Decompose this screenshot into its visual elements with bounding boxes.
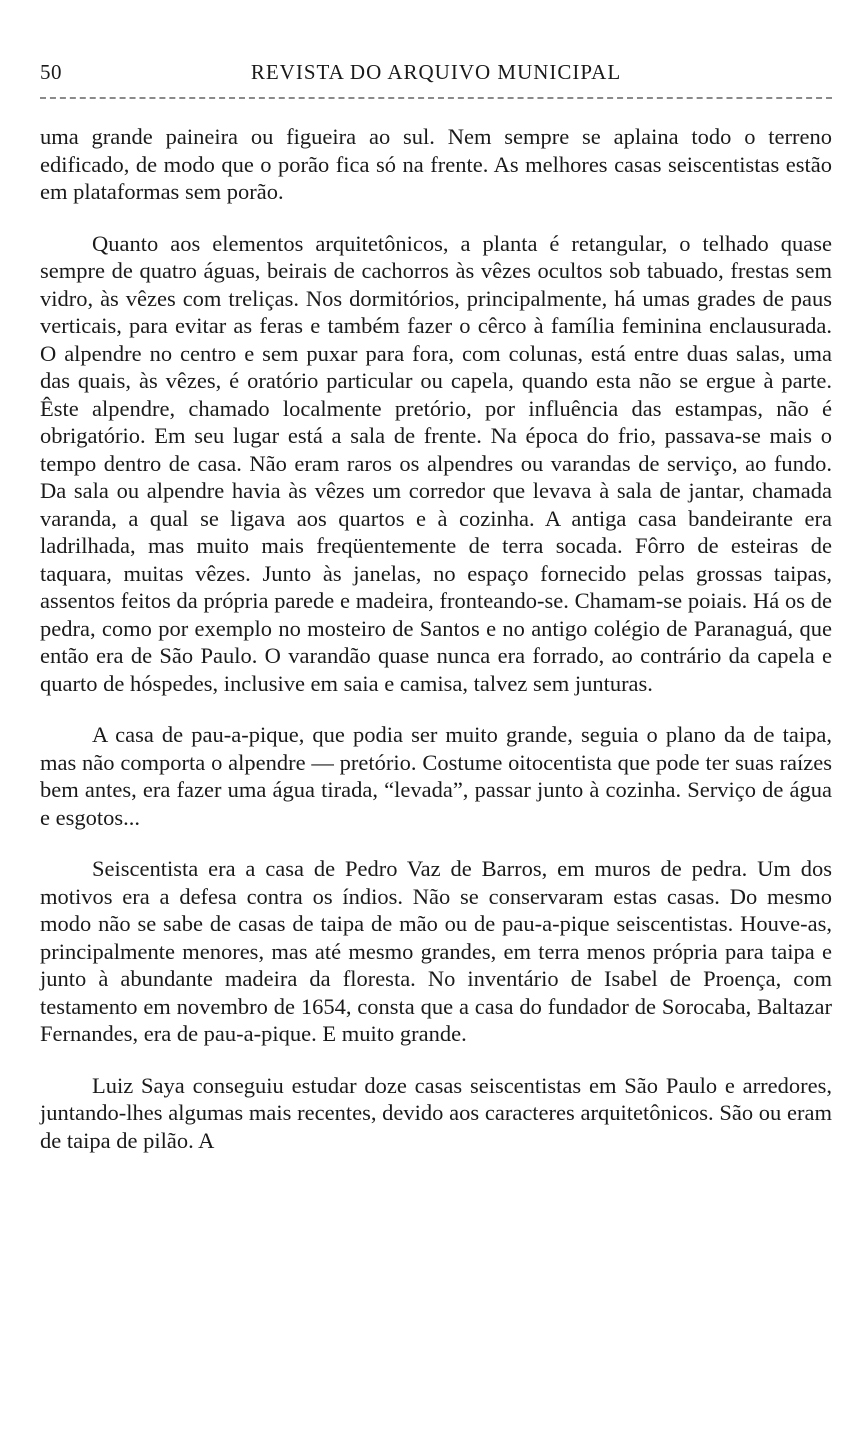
paragraph-5: Luiz Saya conseguiu estudar doze casas seiscentistas em São Paulo e arredores, juntando-lhes algumas mais recentes, devido aos caracteres arquitetônicos. São ou eram de taipa de pilão. A [40, 1072, 832, 1153]
page-number: 50 [40, 60, 62, 84]
header-rule [40, 97, 832, 99]
page-header [40, 60, 832, 90]
paragraph-1: uma grande paineira ou figueira ao sul. Nem sempre se aplaina todo o terreno edificado, de modo que o porão fica só na frente. As melhores casas seiscentistas estão em plataformas sem porão. [40, 124, 832, 204]
paragraph-4: Seiscentista era a casa de Pedro Vaz de Barros, em muros de pedra. Um dos motivos era a defesa contra os índios. Não se conservaram estas casas. Do mesmo modo não se sabe de casas de taipa de mão ou de pau-a-pique seiscentistas. Houve-as, principalmente menores, mas até mesmo grandes, em terra menos própria para taipa e junto à abundante madeira da floresta. No inventário de Isabel de Proença, com testamento em novembro de 1654, consta que a casa do fundador de Sorocaba, Baltazar Fernandes, era de pau-a-pique. E muito grande. [40, 856, 832, 1046]
body-text [40, 123, 832, 1154]
paragraph-2: Quanto aos elementos arquitetônicos, a planta é retangular, o telhado quase sempre de quatro águas, beirais de cachorros às vêzes ocultos sob tabuado, frestas sem vidro, às vêzes com treliças. Nos dormitórios, principalmente, há umas grades de paus verticais, para evitar as feras e também fazer o cêrco à família feminina enclausurada. O alpendre no centro e sem puxar para fora, com colunas, está entre duas salas, uma das quais, às vêzes, é oratório particular ou capela, quando esta não se ergue à parte. Êste alpendre, chamado localmente pretório, por influência das estampas, não é obrigatório. Em seu lugar está a sala de frente. Na época do frio, passava-se mais o tempo dentro de casa. Não eram raros os alpendres ou varandas de serviço, ao fundo. Da sala ou alpendre havia às vêzes um corredor que levava à sala de jantar, chamada varanda, a qual se ligava aos quartos e à cozinha. A antiga casa bandeirante era ladrilhada, mas muito mais freqüentemente de terra socada. Fôrro de esteiras de taquara, muitas vêzes. Junto às janelas, no espaço fornecido pelas grossas taipas, assentos feitos da própria parede e madeira, fronteando-se. Chamam-se poiais. Há os de pedra, como por exemplo no mosteiro de Santos e no antigo colégio de Paranaguá, que então era de São Paulo. O varandão quase nunca era forrado, ao contrário da capela e quarto de hóspedes, inclusive em saia e camisa, talvez sem junturas. [40, 230, 832, 696]
paragraph-3: A casa de pau-a-pique, que podia ser muito grande, seguia o plano da de taipa, mas não comporta o alpendre — pretório. Costume oitocentista que pode ter suas raízes bem antes, era fazer uma água tirada, “levada”, passar junto à cozinha. Serviço de água e esgotos... [40, 722, 832, 830]
running-head: REVISTA DO ARQUIVO MUNICIPAL [250, 60, 622, 84]
